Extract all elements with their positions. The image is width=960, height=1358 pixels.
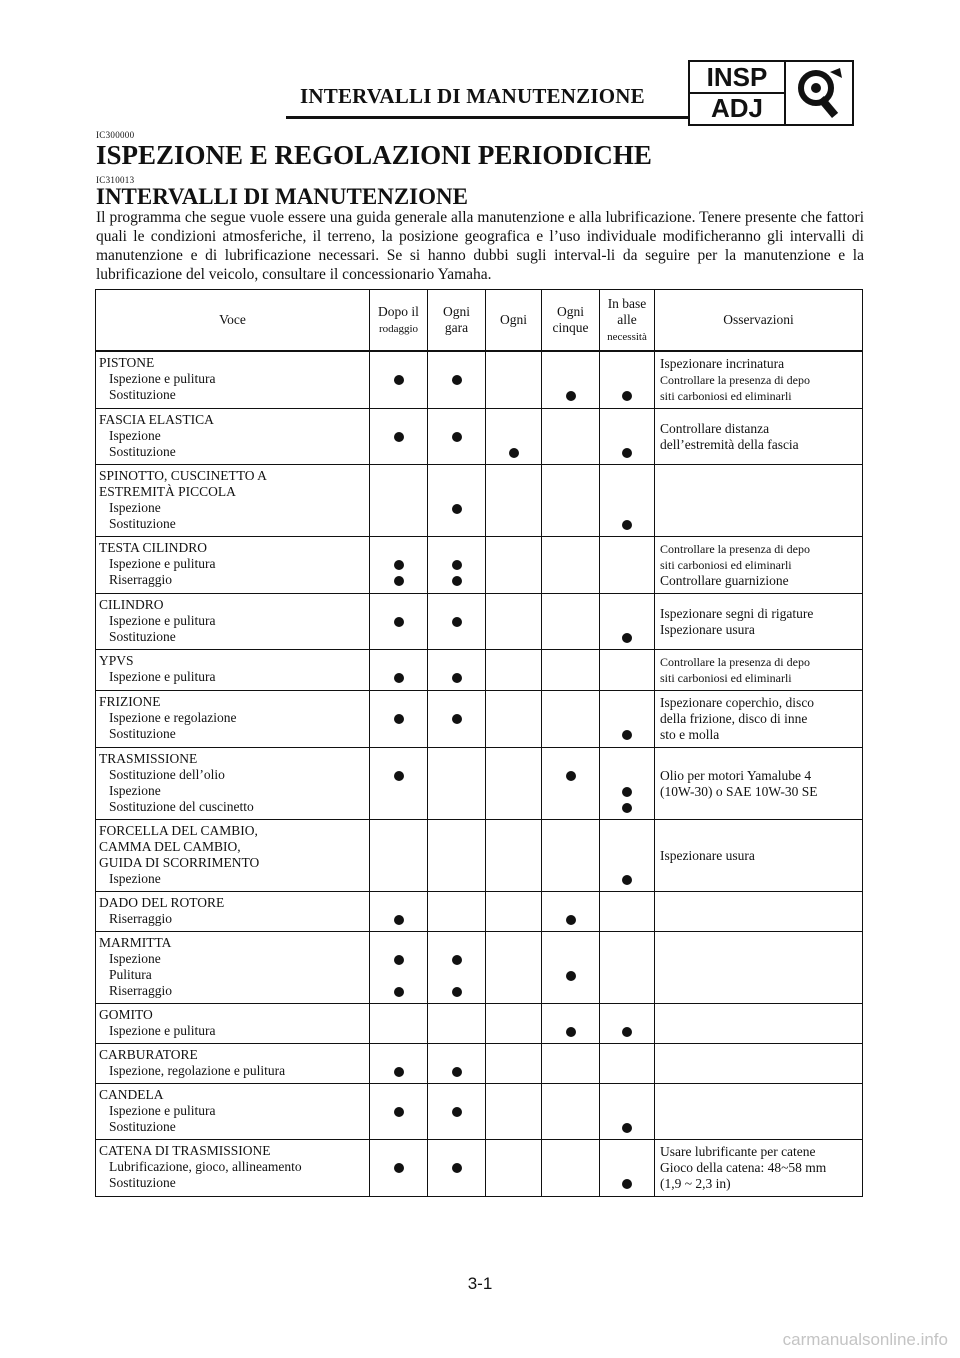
interval-cell bbox=[486, 1004, 542, 1044]
item-title: GUIDA DI SCORRIMENTO bbox=[99, 855, 260, 870]
interval-dot bbox=[452, 955, 462, 965]
item-title: DADO DEL ROTORE bbox=[99, 895, 225, 910]
col-ogni-gara: Ogni gara bbox=[428, 290, 486, 352]
interval-cell bbox=[370, 1084, 428, 1140]
item-operation: Ispezione bbox=[109, 500, 161, 515]
interval-cell bbox=[428, 465, 486, 537]
interval-cell bbox=[600, 892, 655, 932]
table-row bbox=[96, 465, 863, 537]
interval-cell bbox=[428, 932, 486, 1004]
item-operation: Ispezione, regolazione e pulitura bbox=[109, 1063, 286, 1078]
interval-dot bbox=[394, 576, 404, 586]
interval-dot bbox=[452, 1107, 462, 1117]
item-operation: Sostituzione bbox=[109, 1119, 176, 1134]
observation-line: Ispezionare coperchio, disco bbox=[660, 695, 815, 710]
table-row bbox=[96, 820, 863, 892]
item-title: CILINDRO bbox=[99, 597, 164, 612]
intro-paragraph: Il programma che segue vuole essere una guida generale alla manutenzione e alla lubrificazione. Tenere presente che fattori quali le condizioni atmosferiche, il terreno, la posizione geografica e l’uso individuale modificheranno gli intervalli di manutenzione e di lubrificazione necessari. Se si hanno dubbi sugli interval-li da seguire per la manutenzione e la lubrificazione del veicolo, consultare il concessionario Yamaha. bbox=[96, 209, 864, 283]
observation-cell bbox=[655, 594, 863, 650]
item-title: CARBURATORE bbox=[99, 1047, 198, 1062]
header-rule bbox=[286, 116, 690, 119]
interval-dot bbox=[622, 391, 632, 401]
item-cell bbox=[96, 1084, 370, 1140]
interval-dot bbox=[622, 1179, 632, 1189]
interval-cell bbox=[486, 537, 542, 594]
interval-dot bbox=[452, 987, 462, 997]
maintenance-table bbox=[95, 289, 863, 1197]
interval-cell bbox=[428, 650, 486, 691]
col-in-base-necessita: In base alle necessità bbox=[600, 290, 655, 352]
interval-cell bbox=[600, 691, 655, 748]
interval-cell bbox=[542, 650, 600, 691]
interval-cell bbox=[542, 537, 600, 594]
item-cell bbox=[96, 820, 370, 892]
interval-cell bbox=[542, 351, 600, 409]
interval-dot bbox=[622, 803, 632, 813]
interval-cell bbox=[600, 748, 655, 820]
observation-line: siti carboniosi ed eliminarli bbox=[660, 558, 792, 572]
badge-insp-label: INSP bbox=[690, 62, 784, 94]
interval-cell bbox=[542, 691, 600, 748]
interval-cell bbox=[600, 594, 655, 650]
observation-line: Controllare distanza bbox=[660, 420, 770, 436]
item-operation: Sostituzione bbox=[109, 444, 176, 459]
interval-cell bbox=[370, 351, 428, 409]
interval-dot bbox=[394, 1163, 404, 1173]
observation-cell bbox=[655, 932, 863, 1004]
interval-dot bbox=[394, 1067, 404, 1077]
item-cell bbox=[96, 1004, 370, 1044]
observation-line: dell’estremità della fascia bbox=[660, 436, 799, 452]
table-row bbox=[96, 650, 863, 691]
interval-dot bbox=[452, 560, 462, 570]
observation-line: Controllare la presenza di depo bbox=[660, 542, 810, 556]
insp-adj-badge bbox=[688, 60, 854, 126]
interval-dot bbox=[394, 673, 404, 683]
observation-cell bbox=[655, 748, 863, 820]
observation-line: Controllare guarnizione bbox=[660, 573, 789, 588]
item-operation: Sostituzione bbox=[109, 516, 176, 531]
item-operation: Sostituzione bbox=[109, 726, 176, 741]
interval-cell bbox=[370, 691, 428, 748]
item-title: YPVS bbox=[99, 653, 134, 668]
wrench-inspection-icon bbox=[794, 66, 844, 120]
interval-cell bbox=[428, 748, 486, 820]
interval-cell bbox=[600, 537, 655, 594]
item-operation: Sostituzione bbox=[109, 387, 176, 402]
interval-dot bbox=[622, 448, 632, 458]
item-cell bbox=[96, 351, 370, 409]
interval-dot bbox=[394, 617, 404, 627]
table-row bbox=[96, 537, 863, 594]
table-row bbox=[96, 691, 863, 748]
interval-cell bbox=[428, 691, 486, 748]
observation-cell bbox=[655, 1140, 863, 1197]
table-row bbox=[96, 409, 863, 465]
item-operation: Sostituzione bbox=[109, 629, 176, 644]
observation-cell bbox=[655, 1044, 863, 1084]
interval-dot bbox=[566, 1027, 576, 1037]
observation-line: Ispezionare usura bbox=[660, 621, 755, 637]
interval-cell bbox=[370, 650, 428, 691]
item-title: MARMITTA bbox=[99, 935, 172, 950]
interval-dot bbox=[622, 730, 632, 740]
observation-line: siti carboniosi ed eliminarli bbox=[660, 671, 792, 685]
section-title: INTERVALLI DI MANUTENZIONE bbox=[96, 184, 468, 209]
observation-line: Controllare la presenza di depo bbox=[660, 373, 810, 387]
interval-cell bbox=[486, 932, 542, 1004]
item-operation: Ispezione e pulitura bbox=[109, 371, 216, 386]
interval-cell bbox=[486, 465, 542, 537]
item-cell bbox=[96, 691, 370, 748]
observation-cell bbox=[655, 1004, 863, 1044]
item-operation: Ispezione bbox=[109, 428, 161, 443]
observation-line: Controllare la presenza di depo bbox=[660, 655, 810, 669]
interval-cell bbox=[542, 748, 600, 820]
table-row bbox=[96, 748, 863, 820]
interval-cell bbox=[370, 594, 428, 650]
observation-line: (1,9 ~ 2,3 in) bbox=[660, 1176, 731, 1191]
watermark: carmanualsonline.info bbox=[782, 1330, 948, 1349]
item-cell bbox=[96, 537, 370, 594]
interval-cell bbox=[370, 820, 428, 892]
interval-dot bbox=[566, 915, 576, 925]
interval-dot bbox=[509, 448, 519, 458]
item-title: GOMITO bbox=[99, 1007, 153, 1022]
observation-line: Gioco della catena: 48~58 mm bbox=[660, 1160, 827, 1175]
interval-cell bbox=[542, 932, 600, 1004]
interval-dot bbox=[452, 714, 462, 724]
observation-line: Ispezionare segni di rigature bbox=[660, 605, 814, 621]
interval-cell bbox=[600, 650, 655, 691]
item-title: ESTREMITÀ PICCOLA bbox=[99, 484, 236, 499]
table-row bbox=[96, 892, 863, 932]
interval-cell bbox=[428, 820, 486, 892]
table-row bbox=[96, 1044, 863, 1084]
interval-cell bbox=[370, 465, 428, 537]
observation-cell bbox=[655, 650, 863, 691]
interval-cell bbox=[486, 691, 542, 748]
interval-cell bbox=[486, 892, 542, 932]
interval-cell bbox=[600, 465, 655, 537]
item-operation: Lubrificazione, gioco, allineamento bbox=[109, 1159, 302, 1174]
item-operation: Ispezione bbox=[109, 951, 161, 966]
interval-cell bbox=[486, 1084, 542, 1140]
interval-dot bbox=[452, 673, 462, 683]
item-operation: Ispezione e regolazione bbox=[109, 710, 237, 725]
interval-dot bbox=[394, 771, 404, 781]
item-operation: Sostituzione bbox=[109, 1175, 176, 1190]
col-dopo-rodaggio: Dopo il rodaggio bbox=[370, 290, 428, 352]
observation-cell bbox=[655, 1084, 863, 1140]
interval-dot bbox=[394, 915, 404, 925]
badge-adj-label: ADJ bbox=[710, 93, 763, 123]
col-ogni-cinque: Ogni cinque bbox=[542, 290, 600, 352]
item-operation: Ispezione bbox=[109, 783, 161, 798]
interval-cell bbox=[428, 409, 486, 465]
interval-cell bbox=[370, 409, 428, 465]
item-operation: Ispezione e pulitura bbox=[109, 556, 216, 571]
observation-cell bbox=[655, 691, 863, 748]
interval-cell bbox=[486, 650, 542, 691]
interval-cell bbox=[428, 351, 486, 409]
interval-cell bbox=[370, 1044, 428, 1084]
interval-dot bbox=[622, 1027, 632, 1037]
item-title: FORCELLA DEL CAMBIO, bbox=[99, 823, 258, 838]
interval-cell bbox=[486, 594, 542, 650]
interval-dot bbox=[452, 375, 462, 385]
item-cell bbox=[96, 465, 370, 537]
col-voce: Voce bbox=[96, 290, 370, 352]
observation-line: Usare lubrificante per catene bbox=[660, 1144, 816, 1159]
interval-cell bbox=[486, 1044, 542, 1084]
page-number: 3-1 bbox=[467, 1274, 493, 1293]
interval-dot bbox=[622, 1123, 632, 1133]
interval-cell bbox=[428, 1044, 486, 1084]
section-code: IC300000 bbox=[96, 130, 135, 140]
subsection-code: IC310013 bbox=[96, 175, 135, 185]
interval-cell bbox=[370, 537, 428, 594]
observation-cell bbox=[655, 351, 863, 409]
interval-cell bbox=[542, 409, 600, 465]
observation-cell bbox=[655, 537, 863, 594]
item-operation: Ispezione e pulitura bbox=[109, 1023, 216, 1038]
item-operation: Pulitura bbox=[109, 967, 152, 982]
table-row bbox=[96, 594, 863, 650]
observation-line: della frizione, disco di inne bbox=[660, 711, 808, 726]
interval-cell bbox=[542, 1084, 600, 1140]
item-title: CAMMA DEL CAMBIO, bbox=[99, 839, 241, 854]
item-cell bbox=[96, 932, 370, 1004]
header-title: INTERVALLI DI MANUTENZIONE bbox=[300, 84, 645, 108]
interval-dot bbox=[452, 504, 462, 514]
item-title: FASCIA ELASTICA bbox=[99, 412, 214, 427]
badge-divider bbox=[784, 62, 786, 124]
item-cell bbox=[96, 650, 370, 691]
interval-dot bbox=[622, 875, 632, 885]
interval-cell bbox=[542, 1140, 600, 1197]
interval-dot bbox=[452, 576, 462, 586]
interval-dot bbox=[622, 633, 632, 643]
interval-cell bbox=[542, 465, 600, 537]
interval-cell bbox=[542, 1004, 600, 1044]
table-row bbox=[96, 1084, 863, 1140]
observation-cell bbox=[655, 409, 863, 465]
table-row bbox=[96, 351, 863, 409]
item-title: CANDELA bbox=[99, 1087, 164, 1102]
item-title: FRIZIONE bbox=[99, 694, 161, 709]
interval-dot bbox=[566, 391, 576, 401]
interval-cell bbox=[428, 1140, 486, 1197]
interval-cell bbox=[600, 409, 655, 465]
interval-cell bbox=[370, 748, 428, 820]
interval-cell bbox=[428, 594, 486, 650]
interval-dot bbox=[622, 520, 632, 530]
item-title: TRASMISSIONE bbox=[99, 751, 198, 766]
interval-dot bbox=[452, 1067, 462, 1077]
interval-cell bbox=[428, 537, 486, 594]
observation-cell bbox=[655, 465, 863, 537]
interval-dot bbox=[566, 971, 576, 981]
interval-dot bbox=[394, 955, 404, 965]
interval-cell bbox=[600, 1140, 655, 1197]
observation-cell bbox=[655, 820, 863, 892]
item-cell bbox=[96, 594, 370, 650]
interval-dot bbox=[394, 987, 404, 997]
item-operation: Sostituzione dell’olio bbox=[109, 767, 225, 782]
item-operation: Sostituzione del cuscinetto bbox=[109, 799, 254, 814]
interval-cell bbox=[428, 892, 486, 932]
col-ogni: Ogni bbox=[486, 290, 542, 352]
interval-dot bbox=[452, 432, 462, 442]
interval-cell bbox=[486, 409, 542, 465]
interval-cell bbox=[600, 351, 655, 409]
item-operation: Riserraggio bbox=[109, 911, 172, 926]
observation-line: Ispezionare incrinatura bbox=[660, 356, 785, 371]
item-title: SPINOTTO, CUSCINETTO A bbox=[99, 468, 267, 483]
interval-cell bbox=[486, 1140, 542, 1197]
interval-cell bbox=[370, 1140, 428, 1197]
observation-line: sto e molla bbox=[660, 727, 720, 742]
observation-cell bbox=[655, 892, 863, 932]
interval-cell bbox=[370, 932, 428, 1004]
interval-cell bbox=[600, 1084, 655, 1140]
page-title: ISPEZIONE E REGOLAZIONI PERIODICHE bbox=[96, 140, 652, 170]
interval-cell bbox=[600, 932, 655, 1004]
item-operation: Riserraggio bbox=[109, 983, 172, 998]
table-row bbox=[96, 1140, 863, 1197]
interval-cell bbox=[370, 892, 428, 932]
interval-cell bbox=[486, 748, 542, 820]
table-row bbox=[96, 932, 863, 1004]
interval-dot bbox=[394, 714, 404, 724]
interval-cell bbox=[370, 1004, 428, 1044]
item-operation: Ispezione e pulitura bbox=[109, 1103, 216, 1118]
interval-dot bbox=[452, 617, 462, 627]
item-cell bbox=[96, 1044, 370, 1084]
interval-cell bbox=[428, 1084, 486, 1140]
interval-cell bbox=[600, 820, 655, 892]
interval-dot bbox=[394, 560, 404, 570]
observation-line: (10W-30) o SAE 10W-30 SE bbox=[660, 783, 818, 799]
interval-cell bbox=[428, 1004, 486, 1044]
item-operation: Riserraggio bbox=[109, 572, 172, 587]
item-cell bbox=[96, 748, 370, 820]
interval-cell bbox=[542, 892, 600, 932]
col-osservazioni: Osservazioni bbox=[655, 290, 863, 352]
item-operation: Ispezione bbox=[109, 871, 161, 886]
interval-dot bbox=[394, 1107, 404, 1117]
interval-cell bbox=[600, 1004, 655, 1044]
interval-cell bbox=[486, 351, 542, 409]
item-title: PISTONE bbox=[99, 355, 155, 370]
interval-dot bbox=[622, 787, 632, 797]
item-operation: Ispezione e pulitura bbox=[109, 669, 216, 684]
observation-line: Ispezionare usura bbox=[660, 847, 755, 863]
item-title: TESTA CILINDRO bbox=[99, 540, 208, 555]
interval-cell bbox=[542, 1044, 600, 1084]
item-cell bbox=[96, 409, 370, 465]
interval-cell bbox=[600, 1044, 655, 1084]
interval-dot bbox=[394, 432, 404, 442]
table-header-row bbox=[96, 290, 863, 352]
interval-cell bbox=[542, 594, 600, 650]
item-title: CATENA DI TRASMISSIONE bbox=[99, 1143, 271, 1158]
interval-dot bbox=[566, 771, 576, 781]
item-cell bbox=[96, 892, 370, 932]
interval-dot bbox=[394, 375, 404, 385]
interval-dot bbox=[452, 1163, 462, 1173]
interval-cell bbox=[486, 820, 542, 892]
observation-line: siti carboniosi ed eliminarli bbox=[660, 389, 792, 403]
table-row bbox=[96, 1004, 863, 1044]
interval-cell bbox=[542, 820, 600, 892]
item-cell bbox=[96, 1140, 370, 1197]
observation-line: Olio per motori Yamalube 4 bbox=[660, 767, 812, 783]
item-operation: Ispezione e pulitura bbox=[109, 613, 216, 628]
